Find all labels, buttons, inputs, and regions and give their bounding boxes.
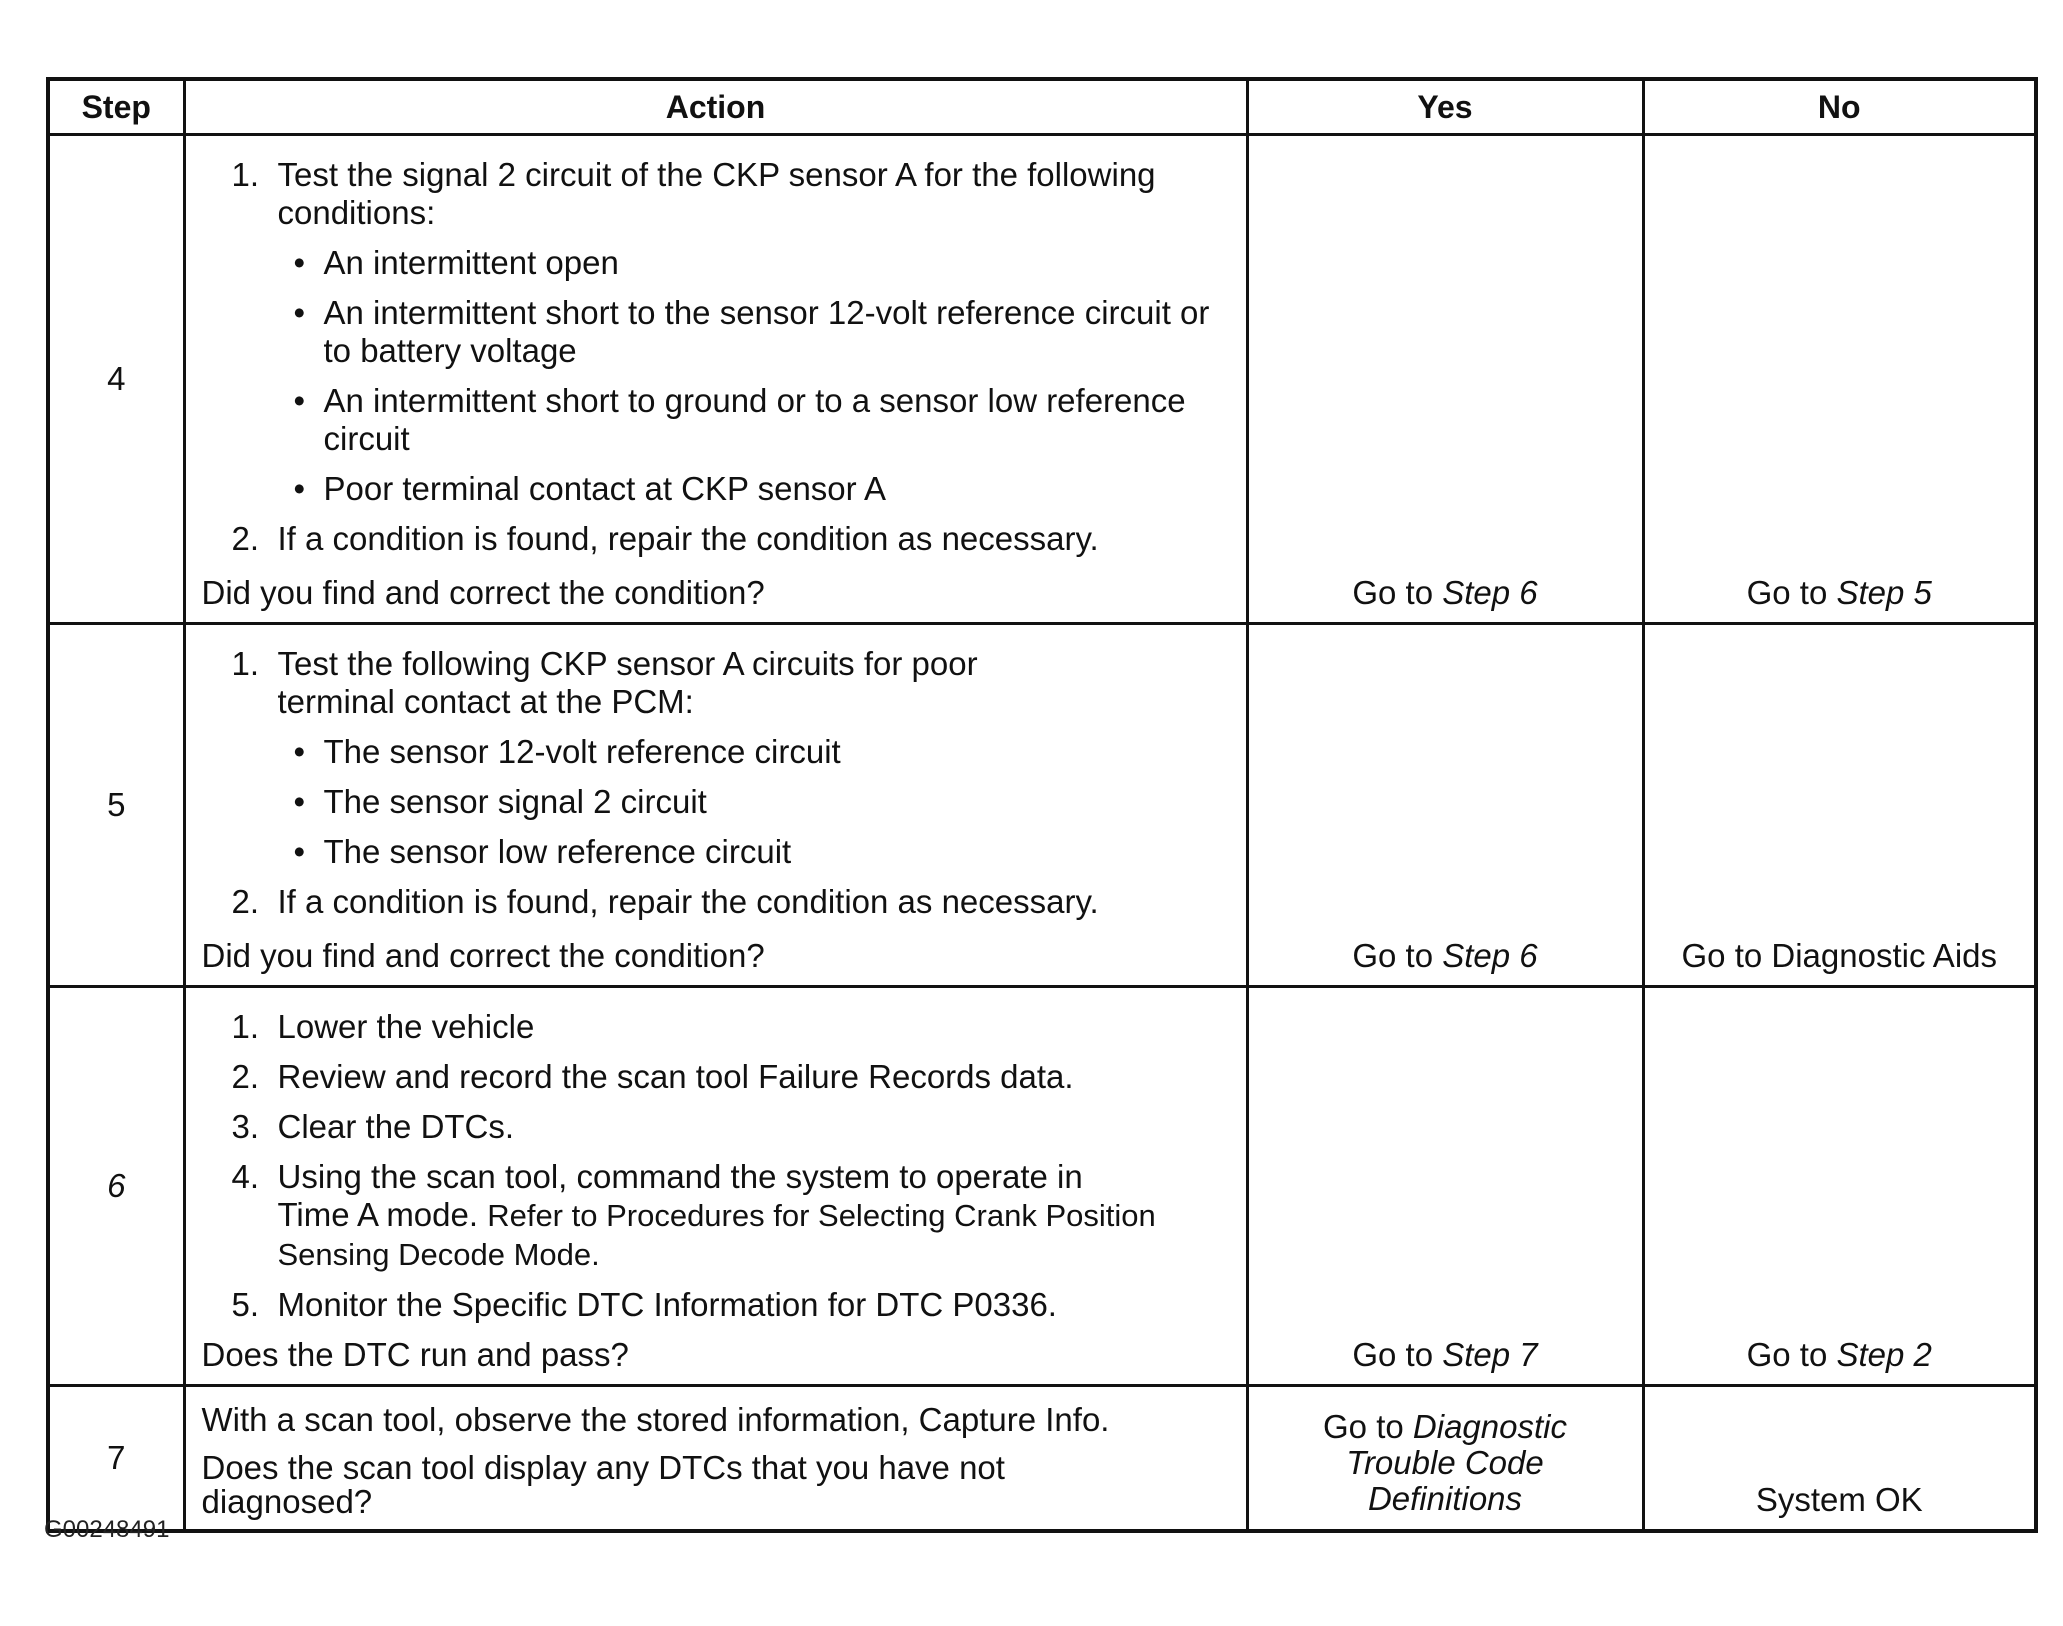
yes-result: [1247, 987, 1643, 1386]
definitions-link-line2[interactable]: Trouble Code: [1346, 1444, 1544, 1481]
table-row: [48, 135, 2036, 624]
result-prefix: Go to: [1746, 1336, 1828, 1373]
bullet-item: [278, 783, 1230, 821]
list-item: [202, 520, 1230, 558]
header-no: No: [1643, 79, 2036, 135]
item-text: Review and record the scan tool Failure Records data.: [277, 1058, 1074, 1095]
item-text: Monitor the Specific DTC Information for DTC P0336.: [277, 1286, 1057, 1323]
item-text-main: Using the scan tool, command the system to operate in Time A mode.: [277, 1158, 1083, 1233]
step-number: 5: [48, 624, 184, 987]
bullet-item: [278, 294, 1230, 370]
item-number: 4.: [231, 1158, 260, 1195]
item-text: Lower the vehicle: [277, 1008, 535, 1045]
header-action: Action: [184, 79, 1247, 135]
header-step: Step: [48, 79, 184, 135]
result-prefix: Go to: [1352, 937, 1434, 974]
item-number: 2.: [231, 883, 260, 920]
bullet-icon: •: [293, 783, 306, 820]
bullet-text: An intermittent open: [323, 244, 619, 281]
result-prefix: Go to: [1352, 574, 1434, 611]
step-link[interactable]: Step 2: [1836, 1336, 1932, 1373]
result-line: [1249, 1481, 1642, 1517]
yes-result: [1247, 1386, 1643, 1532]
bullet-icon: •: [293, 733, 306, 770]
bullet-icon: •: [293, 382, 306, 419]
step-link[interactable]: Step 6: [1442, 937, 1538, 974]
list-item: [202, 883, 1230, 921]
step-link[interactable]: Step 7: [1442, 1336, 1538, 1373]
bullet-item: [278, 470, 1230, 508]
item-number: 1.: [231, 645, 260, 682]
list-item: [202, 1108, 1230, 1146]
list-item: [202, 156, 1230, 232]
item-text: Clear the DTCs.: [277, 1108, 515, 1145]
step-link[interactable]: Step 5: [1836, 574, 1932, 611]
item-number: 1.: [231, 1008, 260, 1045]
list-item: [202, 1286, 1230, 1324]
action-cell: [184, 1386, 1247, 1532]
item-number: 1.: [231, 156, 260, 193]
procedure-reference-link[interactable]: Refer to Procedures for Selecting Crank Position Sensing Decode Mode.: [277, 1198, 1156, 1272]
bullet-item: [278, 833, 1230, 871]
bullet-text: The sensor signal 2 circuit: [323, 783, 707, 820]
step-number: 6: [48, 987, 184, 1386]
no-result: [1643, 987, 2036, 1386]
step-number: 4: [48, 135, 184, 624]
item-text: Test the signal 2 circuit of the CKP sensor A for the following conditions:: [277, 156, 1156, 231]
item-text: [278, 1158, 1230, 1274]
item-number: 3.: [231, 1108, 260, 1145]
yes-result: [1247, 624, 1643, 987]
bullet-icon: •: [293, 833, 306, 870]
bullet-text: The sensor 12-volt reference circuit: [323, 733, 841, 770]
action-cell: [184, 624, 1247, 987]
bullet-text: An intermittent short to the sensor 12-volt reference circuit or to battery voltage: [323, 294, 1210, 369]
result-line: [1249, 1445, 1642, 1481]
bullet-item: [278, 382, 1230, 458]
step-question: Did you find and correct the condition?: [201, 574, 765, 611]
list-item: [202, 645, 1230, 721]
system-ok-text: System OK: [1755, 1481, 1923, 1518]
bullet-icon: •: [293, 470, 306, 507]
result-prefix: Go to: [1323, 1408, 1404, 1445]
figure-id: G00248491: [44, 1516, 170, 1543]
definitions-link[interactable]: Diagnostic: [1412, 1408, 1567, 1445]
item-number: 2.: [231, 520, 260, 557]
item-text: Test the following CKP sensor A circuits for poor terminal contact at the PCM:: [277, 645, 978, 720]
no-result: [1643, 135, 2036, 624]
bullet-item: [278, 244, 1230, 282]
table-row: [48, 987, 2036, 1386]
no-result: [1643, 1386, 2036, 1532]
diagnostic-table: [46, 77, 2038, 1533]
result-line: [1249, 1409, 1642, 1445]
step-number: 7: [48, 1386, 184, 1532]
table-header-row: [48, 79, 2036, 135]
action-line: With a scan tool, observe the stored information, Capture Info.: [201, 1401, 1110, 1438]
yes-result: [1247, 135, 1643, 624]
table-row: [48, 624, 2036, 987]
list-item: [202, 1158, 1230, 1274]
definitions-link-line3[interactable]: Definitions: [1367, 1480, 1523, 1517]
item-number: 2.: [231, 1058, 260, 1095]
table-row: [48, 1386, 2036, 1532]
step-question: Does the DTC run and pass?: [201, 1336, 629, 1373]
step-link[interactable]: Step 6: [1442, 574, 1538, 611]
bullet-item: [278, 733, 1230, 771]
bullet-text: The sensor low reference circuit: [323, 833, 792, 870]
no-result: [1643, 624, 2036, 987]
item-text: If a condition is found, repair the condition as necessary.: [277, 520, 1099, 557]
bullet-icon: •: [293, 294, 306, 331]
header-yes: Yes: [1247, 79, 1643, 135]
step-question: Does the scan tool display any DTCs that you have not diagnosed?: [201, 1449, 1005, 1520]
list-item: [202, 1008, 1230, 1046]
result-prefix: Go to: [1352, 1336, 1434, 1373]
result-prefix: Go to: [1746, 574, 1828, 611]
action-cell: [184, 987, 1247, 1386]
bullet-icon: •: [293, 244, 306, 281]
bullet-text: Poor terminal contact at CKP sensor A: [323, 470, 886, 507]
diagnostic-aids-link[interactable]: Go to Diagnostic Aids: [1681, 937, 1997, 974]
action-cell: [184, 135, 1247, 624]
list-item: [202, 1058, 1230, 1096]
item-number: 5.: [231, 1286, 260, 1323]
bullet-text: An intermittent short to ground or to a sensor low reference circuit: [323, 382, 1186, 457]
item-text: If a condition is found, repair the condition as necessary.: [277, 883, 1099, 920]
step-question: Did you find and correct the condition?: [201, 937, 765, 974]
